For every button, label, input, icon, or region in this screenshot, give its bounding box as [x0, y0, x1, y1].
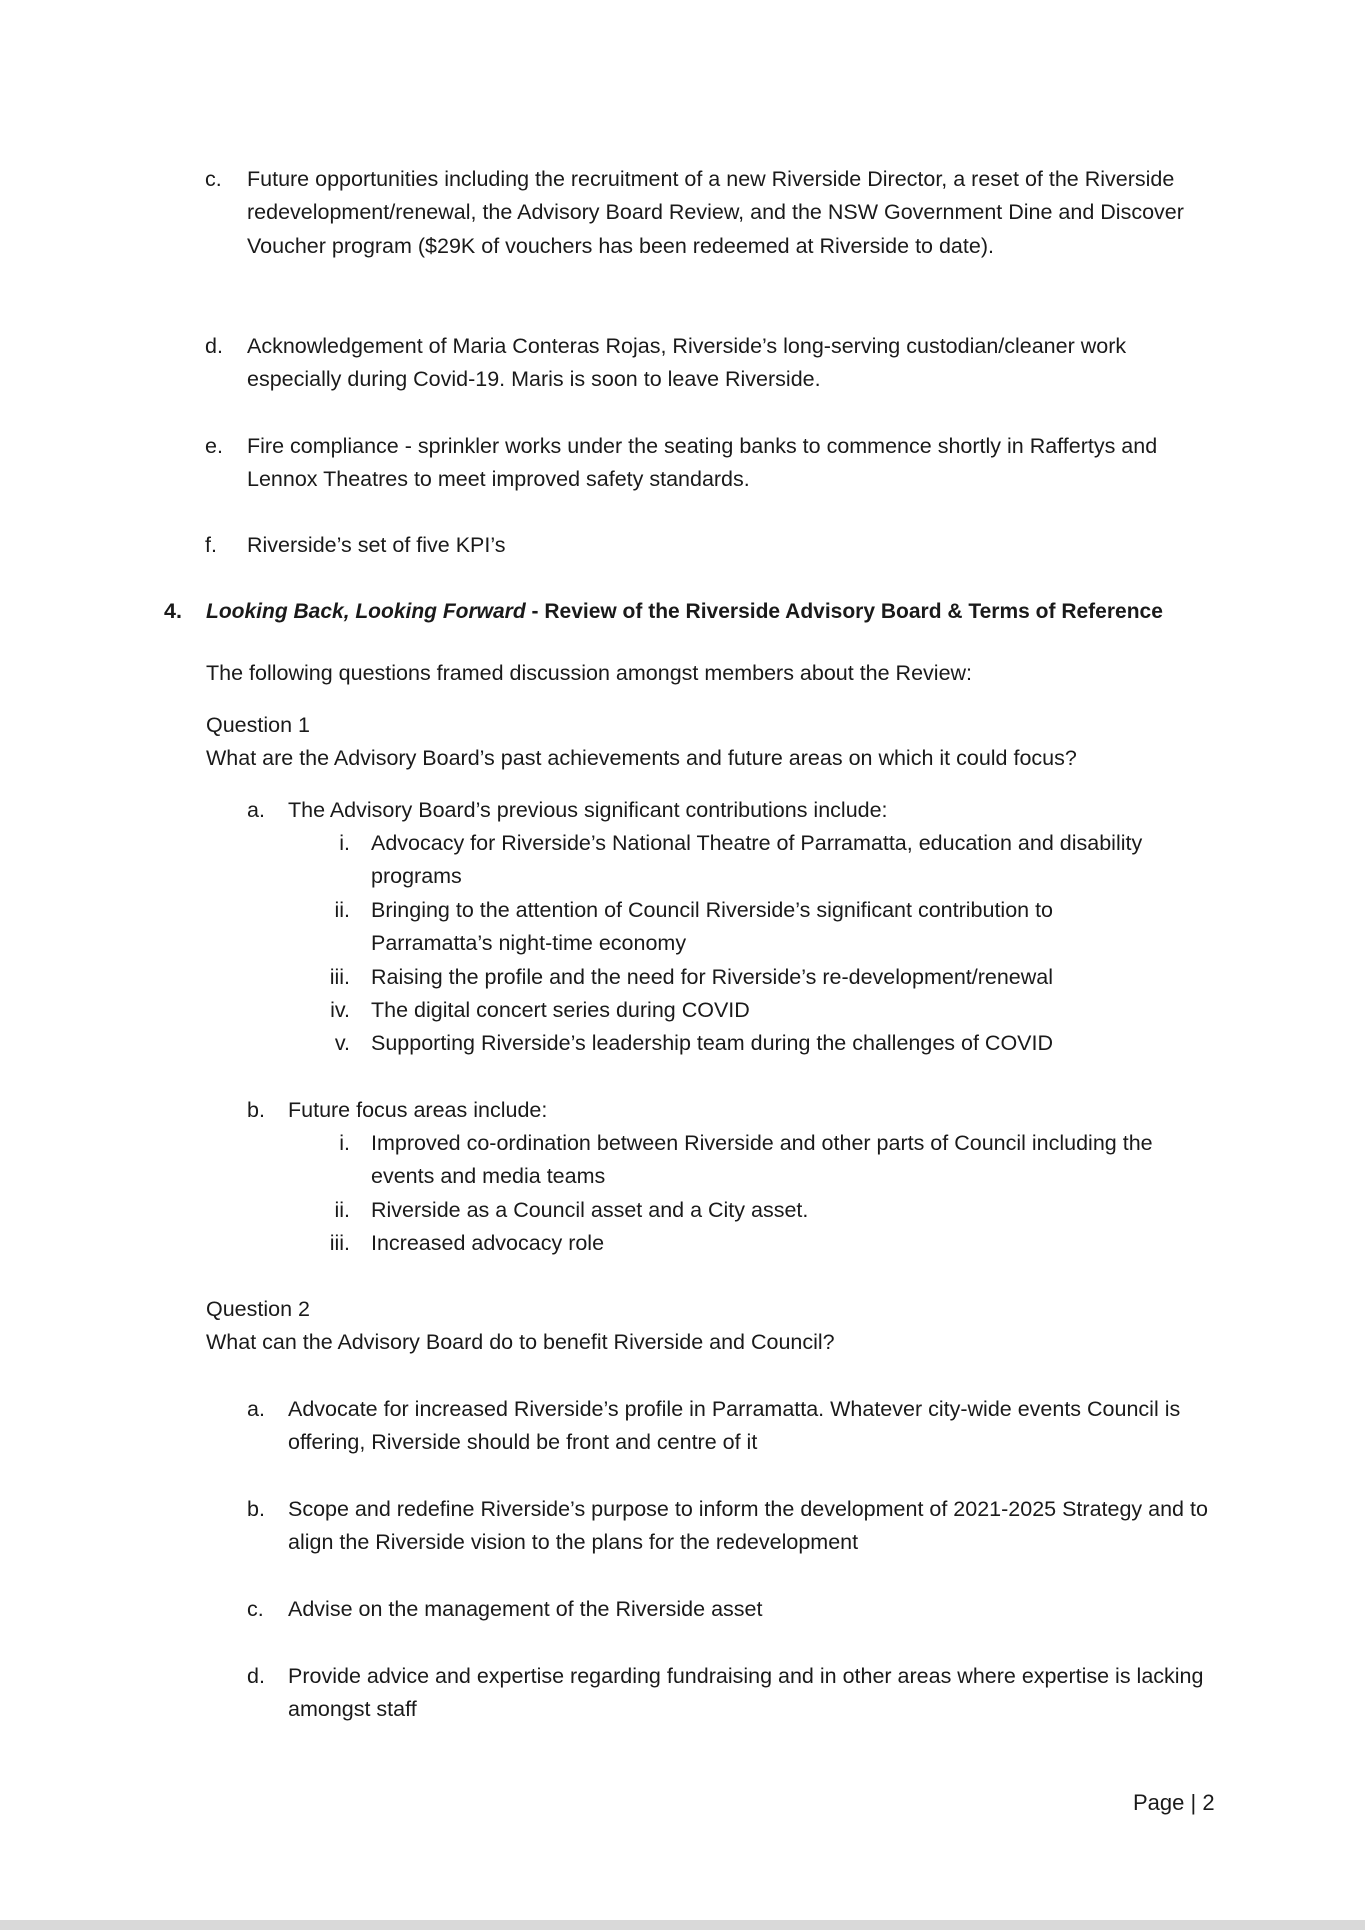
sub-list-item: [0, 994, 1365, 1027]
sub-list-item-text: Riverside as a Council asset and a City asset.: [371, 1198, 809, 1222]
list-item-text: Acknowledgement of Maria Conteras Rojas, Riverside’s long-serving custodian/cleaner work especially during Covid-19. Maris is soon to leave Riverside.: [247, 334, 1127, 392]
question-2: [0, 1293, 1365, 1360]
list-item-label: b.: [247, 1497, 265, 1521]
list-item-text: Riverside’s set of five KPI’s: [247, 533, 506, 557]
list-item-text: Provide advice and expertise regarding fundraising and in other areas where expertise is lacking amongst staff: [288, 1664, 1204, 1722]
list-item-text: Advise on the management of the Riverside asset: [288, 1597, 763, 1621]
question-1-text: What are the Advisory Board’s past achievements and future areas on which it could focus?: [206, 746, 1077, 771]
list-item-text: Scope and redefine Riverside’s purpose to inform the development of 2021-2025 Strategy and to align the Riverside vision to the plans for the redevelopment: [288, 1497, 1208, 1555]
sub-list-item: [0, 1194, 1365, 1227]
page-bottom-edge: [0, 1920, 1365, 1930]
section-title-italic: Looking Back, Looking Forward: [206, 600, 526, 623]
list-item: [0, 1493, 1365, 1560]
list-item: [0, 794, 1365, 827]
sub-list-item: [0, 827, 1365, 894]
section-number: 4.: [164, 599, 182, 623]
sub-list-item-label: v.: [334, 1031, 350, 1055]
list-item: [0, 330, 1365, 397]
list-item-text: The Advisory Board’s previous significant contributions include:: [288, 798, 888, 822]
list-item-text: Fire compliance - sprinkler works under the seating banks to commence shortly in Raffertys and Lennox Theatres to meet improved safety standards.: [247, 434, 1158, 492]
sub-list-item-label: iii.: [329, 1231, 350, 1255]
list-item: [0, 1660, 1365, 1727]
list-item: [0, 1593, 1365, 1626]
list-item-text: Advocate for increased Riverside’s profile in Parramatta. Whatever city-wide events Council is offering, Riverside should be front and centre of it: [288, 1397, 1181, 1455]
list-item: [0, 1094, 1365, 1127]
page-number: Page | 2: [1133, 1790, 1215, 1815]
list-item-label: f.: [205, 533, 217, 557]
sub-list-item: [0, 1027, 1365, 1060]
question-1-label: Question 1: [206, 713, 310, 737]
list-item-label: d.: [205, 334, 223, 358]
sub-list-item-text: Advocacy for Riverside’s National Theatre of Parramatta, education and disability programs: [371, 831, 1143, 889]
question-2-label: Question 2: [206, 1297, 310, 1321]
list-item-label: d.: [247, 1664, 265, 1688]
sub-list-item-label: i.: [339, 1131, 350, 1155]
section-heading: [0, 595, 1365, 628]
sub-list-item: [0, 894, 1365, 961]
list-item-label: c.: [205, 167, 222, 191]
list-item: [0, 529, 1365, 562]
sub-list-item-text: Increased advocacy role: [371, 1231, 605, 1255]
sub-list-item-label: ii.: [334, 898, 350, 922]
sub-list-item-text: Raising the profile and the need for Riverside’s re-development/renewal: [371, 965, 1054, 989]
list-item-label: a.: [247, 798, 265, 822]
sub-list-item: [0, 1227, 1365, 1260]
list-item-label: c.: [247, 1597, 264, 1621]
list-item-label: e.: [205, 434, 223, 458]
question-2-text: What can the Advisory Board do to benefit Riverside and Council?: [206, 1330, 835, 1355]
sub-list-item-label: i.: [339, 831, 350, 855]
section-intro: The following questions framed discussion amongst members about the Review:: [206, 661, 973, 685]
question-1: [0, 709, 1365, 776]
sub-list-item-label: iv.: [330, 998, 350, 1022]
sub-list-item-label: ii.: [334, 1198, 350, 1222]
list-item: [0, 163, 1365, 263]
sub-list-item-text: The digital concert series during COVID: [371, 998, 750, 1022]
sub-list-item: [0, 1127, 1365, 1194]
sub-list-item-text: Improved co-ordination between Riverside and other parts of Council including the events and media teams: [371, 1131, 1153, 1189]
sub-list-item-text: Bringing to the attention of Council Riverside’s significant contribution to Parramatta’s night-time economy: [371, 898, 1054, 956]
list-item-label: b.: [247, 1098, 265, 1122]
list-item-text: Future opportunities including the recruitment of a new Riverside Director, a reset of the Riverside redevelopment/renewal, the Advisory Board Review, and the NSW Government Dine and Discover Voucher program ($29K of vouchers has been redeemed at Riverside to date).: [247, 167, 1184, 258]
section-title: [206, 595, 1163, 628]
sub-list-item-text: Supporting Riverside’s leadership team during the challenges of COVID: [371, 1031, 1054, 1055]
list-item-text: Future focus areas include:: [288, 1098, 548, 1122]
list-item: [0, 1393, 1365, 1460]
sub-list-item: [0, 961, 1365, 994]
section-title-rest: - Review of the Riverside Advisory Board & Terms of Reference: [525, 600, 1163, 623]
sub-list-item-label: iii.: [329, 965, 350, 989]
list-item-label: a.: [247, 1397, 265, 1421]
list-item: [0, 430, 1365, 497]
